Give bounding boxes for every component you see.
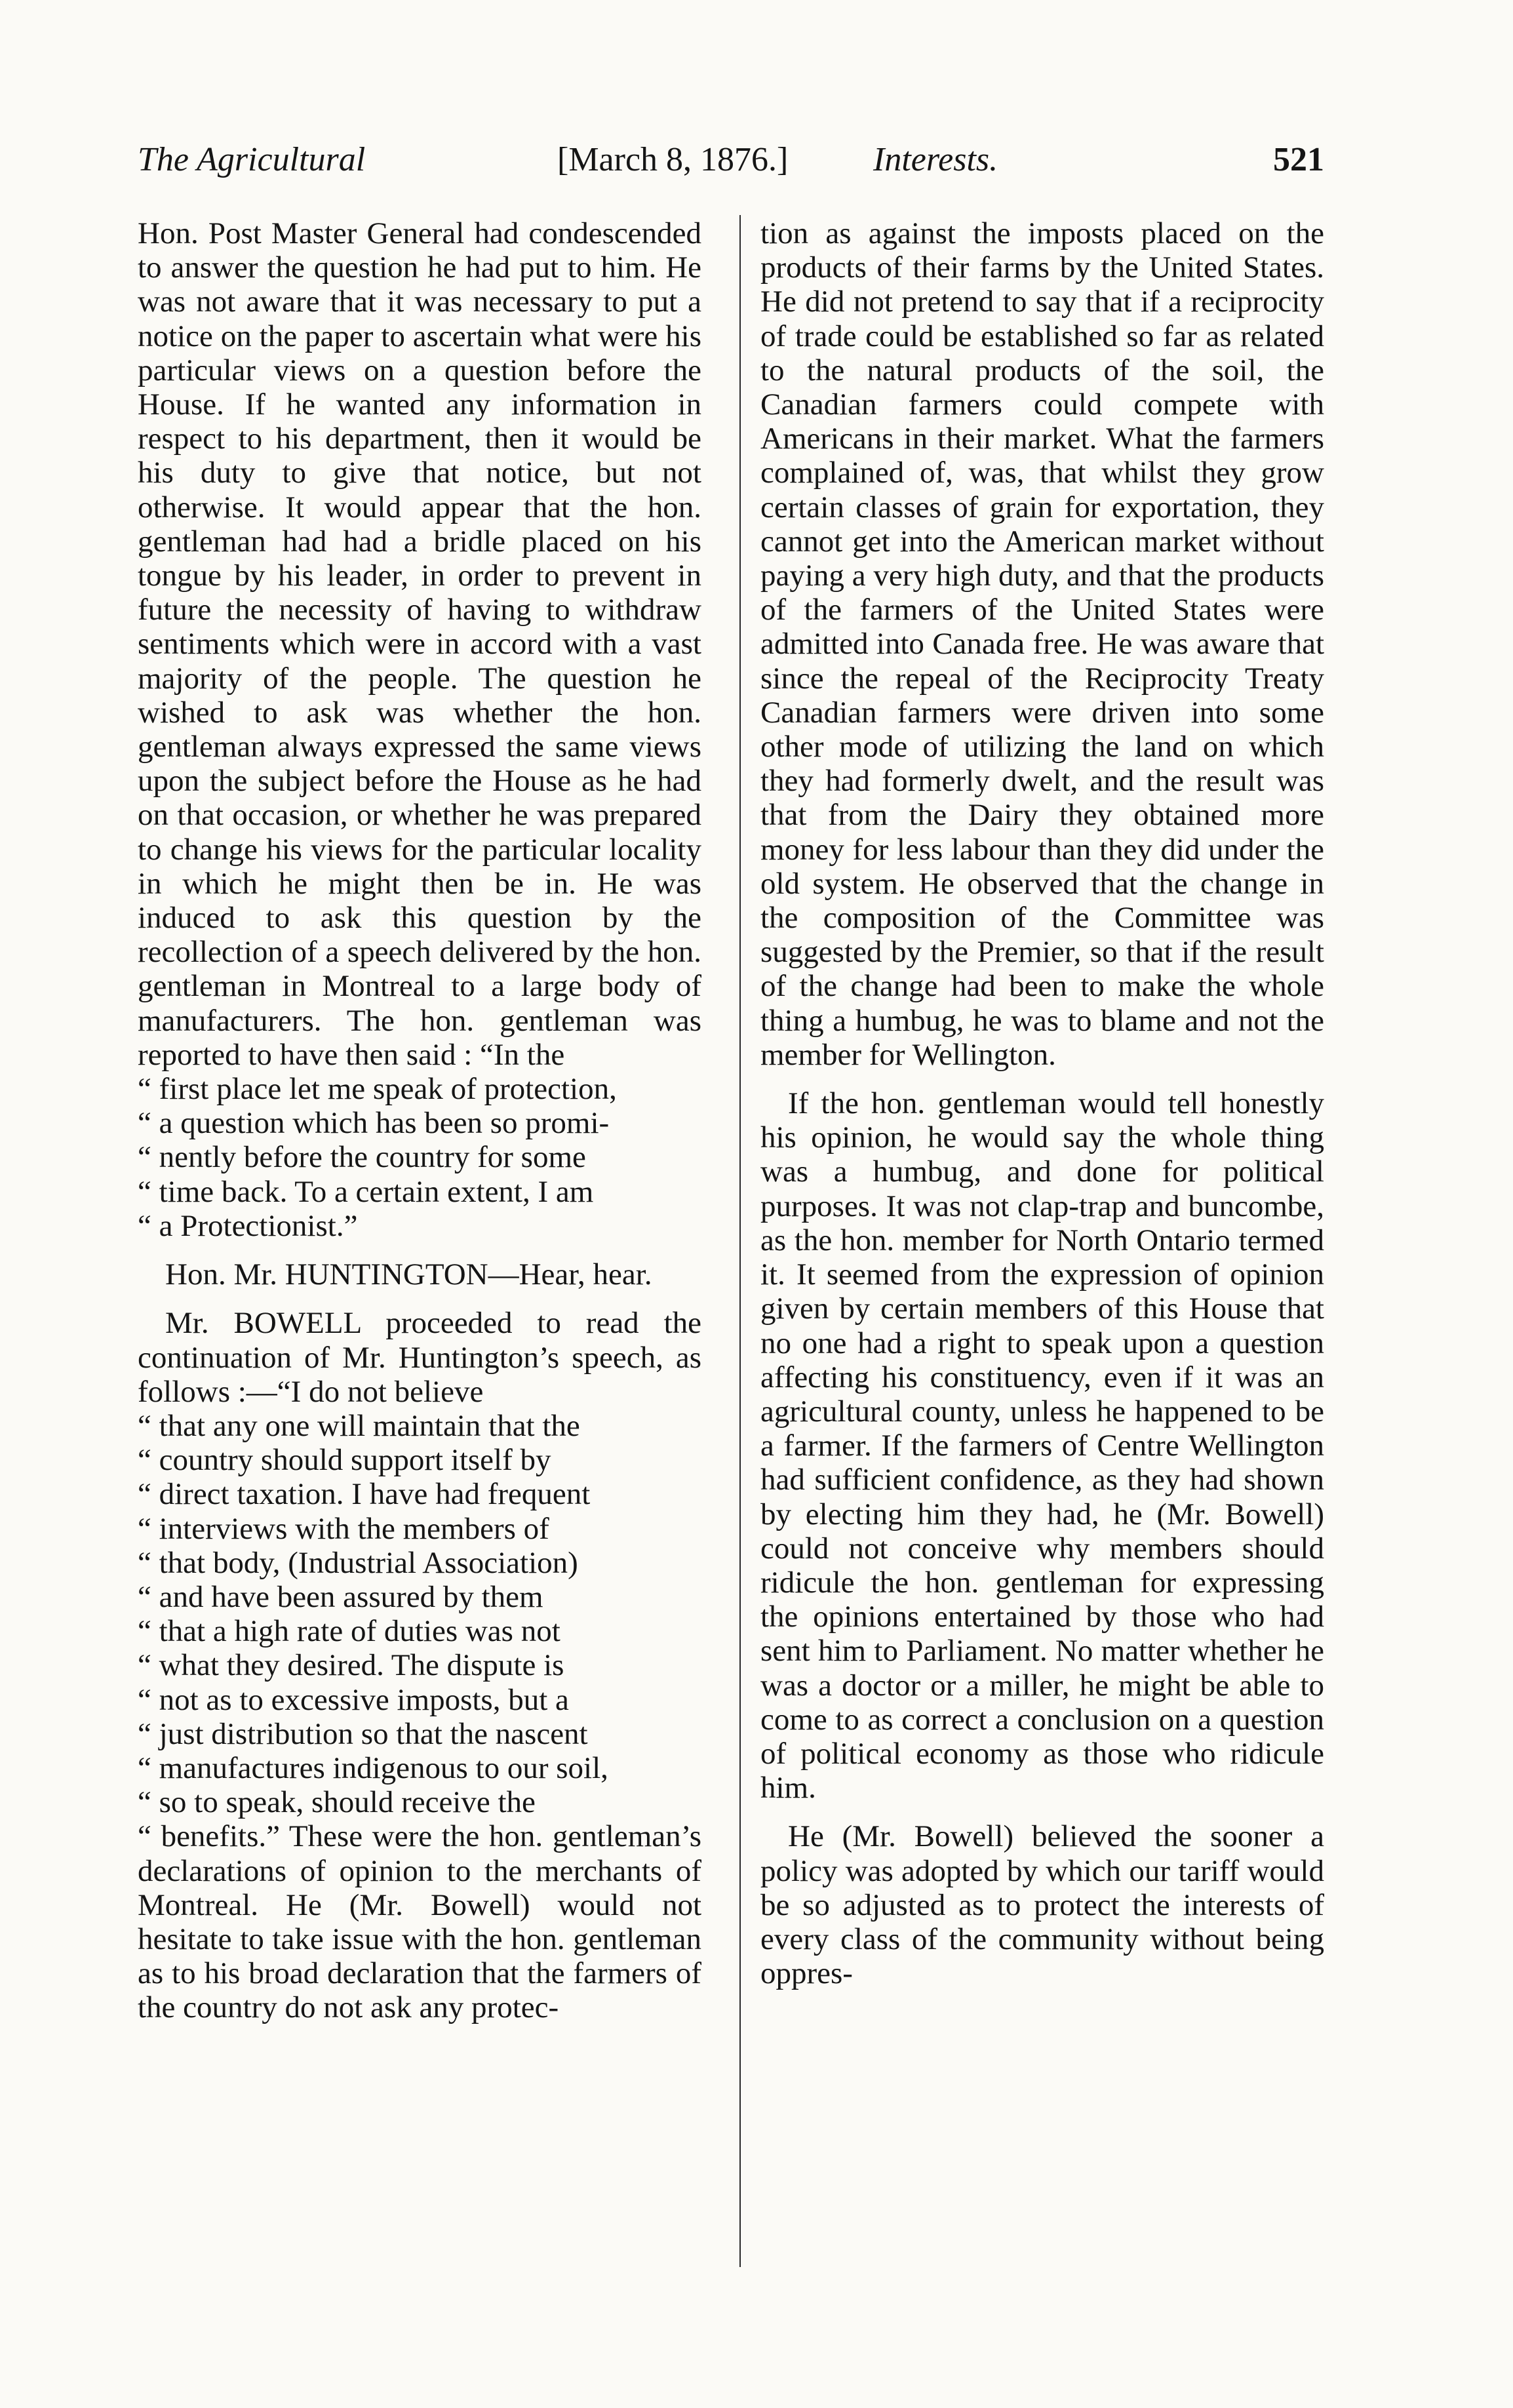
- right-paragraph-1-text: tion as against the imposts placed on the products of their farms by the United States. He did not pretend to say that if a reciprocity of trade could be established so far as related to the natural products of the soil, the Canadian farmers could compete with Americans in their market. What the farmers complained of, was, that whilst they grow certain classes of grain for exportation, they cannot get into the American market without paying a very high duty, and that the products of the farmers of the United States were admitted into Canada free. He was aware that since the repeal of the Reciprocity Treaty Canadian farmers were driven into some other mode of utilizing the land on which they had formerly dwelt, and the result was that from the Dairy they obtained more money for less labour than they did under the old system. He observed that the change in the composition of the Committee was suggested by the Premier, so that if the result of the change had been to make the whole thing a humbug, he was to blame and not the member for Wellington.: [760, 216, 1324, 1072]
- quote-line: “ not as to excessive imposts, but a: [138, 1682, 569, 1717]
- quote-line: “ and have been assured by them: [138, 1579, 543, 1614]
- quote-line: “ that body, (Industrial Association): [138, 1545, 578, 1580]
- quote-line: “ first place let me speak of protection,: [138, 1072, 617, 1107]
- page-number: 521: [1273, 141, 1324, 178]
- left-paragraph-3-tail: [138, 1819, 701, 2024]
- column-divider: [739, 215, 741, 2267]
- left-quote-1: [138, 1072, 701, 1243]
- right-paragraph-3: [760, 1819, 1324, 1990]
- right-column: [760, 216, 1324, 2005]
- quote-line: “ just distribution so that the nascent: [138, 1716, 588, 1751]
- left-paragraph-3-tail-text: “ benefits.” These were the hon. gentleman’s declarations of opinion to the merchants of Montreal. He (Mr. Bowell) would not hesitate to take issue with the hon. gentleman as to his broad declaration that the farmers of the country do not ask any protec-: [138, 1819, 701, 2025]
- quote-line: “ direct taxation. I have had frequent: [138, 1477, 591, 1512]
- left-paragraph-3: [138, 1306, 701, 1409]
- quote-line: “ a question which has been so promi-: [138, 1106, 610, 1141]
- quote-line: “ manufactures indigenous to our soil,: [138, 1750, 608, 1785]
- quote-line: “ time back. To a certain extent, I am: [138, 1174, 594, 1209]
- right-paragraph-3-text: He (Mr. Bowell) believed the sooner a policy was adopted by which our tariff would be so adjusted as to protect the interests of every class of the community without being oppres-: [760, 1819, 1324, 1991]
- quote-line: “ interviews with the members of: [138, 1511, 549, 1546]
- quote-line: “ country should support itself by: [138, 1443, 551, 1478]
- left-paragraph-2: [138, 1257, 701, 1292]
- header-date: [March 8, 1876.]: [557, 141, 789, 178]
- header-right-title: Interests.: [873, 141, 998, 178]
- quote-line: “ a Protectionist.”: [138, 1208, 358, 1243]
- quote-line: “ so to speak, should receive the: [138, 1785, 536, 1820]
- left-paragraph-1: [138, 216, 701, 1072]
- right-paragraph-2: [760, 1086, 1324, 1805]
- left-quote-2: [138, 1409, 701, 1819]
- running-header: [138, 140, 1324, 193]
- quote-line: “ nently before the country for some: [138, 1140, 586, 1175]
- header-left-title: The Agricultural: [138, 141, 366, 178]
- left-paragraph-1-text: Hon. Post Master General had condescended to answer the question he had put to him. He was not aware that it was necessary to put a notice on the paper to ascertain what were his particular views on a question before the House. If he wanted any information in respect to his department, then it would be his duty to give that notice, but not otherwise. It would appear that the hon. gentleman had had a bridle placed on his tongue by his leader, in order to prevent in future the necessity of having to withdraw sentiments which were in accord with a vast majority of the people. The question he wished to ask was whether the hon. gentleman always expressed the same views upon the subject before the House as he had on that occasion, or whether he was prepared to change his views for the particular locality in which he might then be in. He was induced to ask this question by the recollection of a speech delivered by the hon. gentleman in Montreal to a large body of manufacturers. The hon. gentleman was reported to have then said : “In the: [138, 216, 701, 1072]
- right-paragraph-1: [760, 216, 1324, 1072]
- quote-line: “ that a high rate of duties was not: [138, 1614, 560, 1649]
- right-paragraph-2-text: If the hon. gentleman would tell honestly his opinion, he would say the whole thing was a humbug, and done for political purposes. It was not clap-trap and buncombe, as the hon. member for North Ontario termed it. It seemed from the expression of opinion given by certain members of this House that no one had a right to speak upon a question affecting his constituency, even if it was an agricultural county, unless he happened to be a farmer. If the farmers of Centre Wellington had sufficient confidence, as they had shown by electing him they had, he (Mr. Bowell) could not conceive why members should ridicule the hon. gentleman for expressing the opinions entertained by those who had sent him to Parliament. No matter whether he was a doctor or a miller, he might be able to come to as correct a conclusion on a question of political economy as those who ridicule him.: [760, 1086, 1324, 1806]
- left-paragraph-3-intro: Mr. BOWELL proceeded to read the continuation of Mr. Huntington’s speech, as follows :—“I do not believe: [138, 1306, 701, 1409]
- quote-line: “ that any one will maintain that the: [138, 1408, 580, 1443]
- left-column: [138, 216, 701, 2040]
- quote-line: “ what they desired. The dispute is: [138, 1648, 564, 1683]
- left-paragraph-2-text: Hon. Mr. HUNTINGTON—Hear, hear.: [165, 1257, 652, 1292]
